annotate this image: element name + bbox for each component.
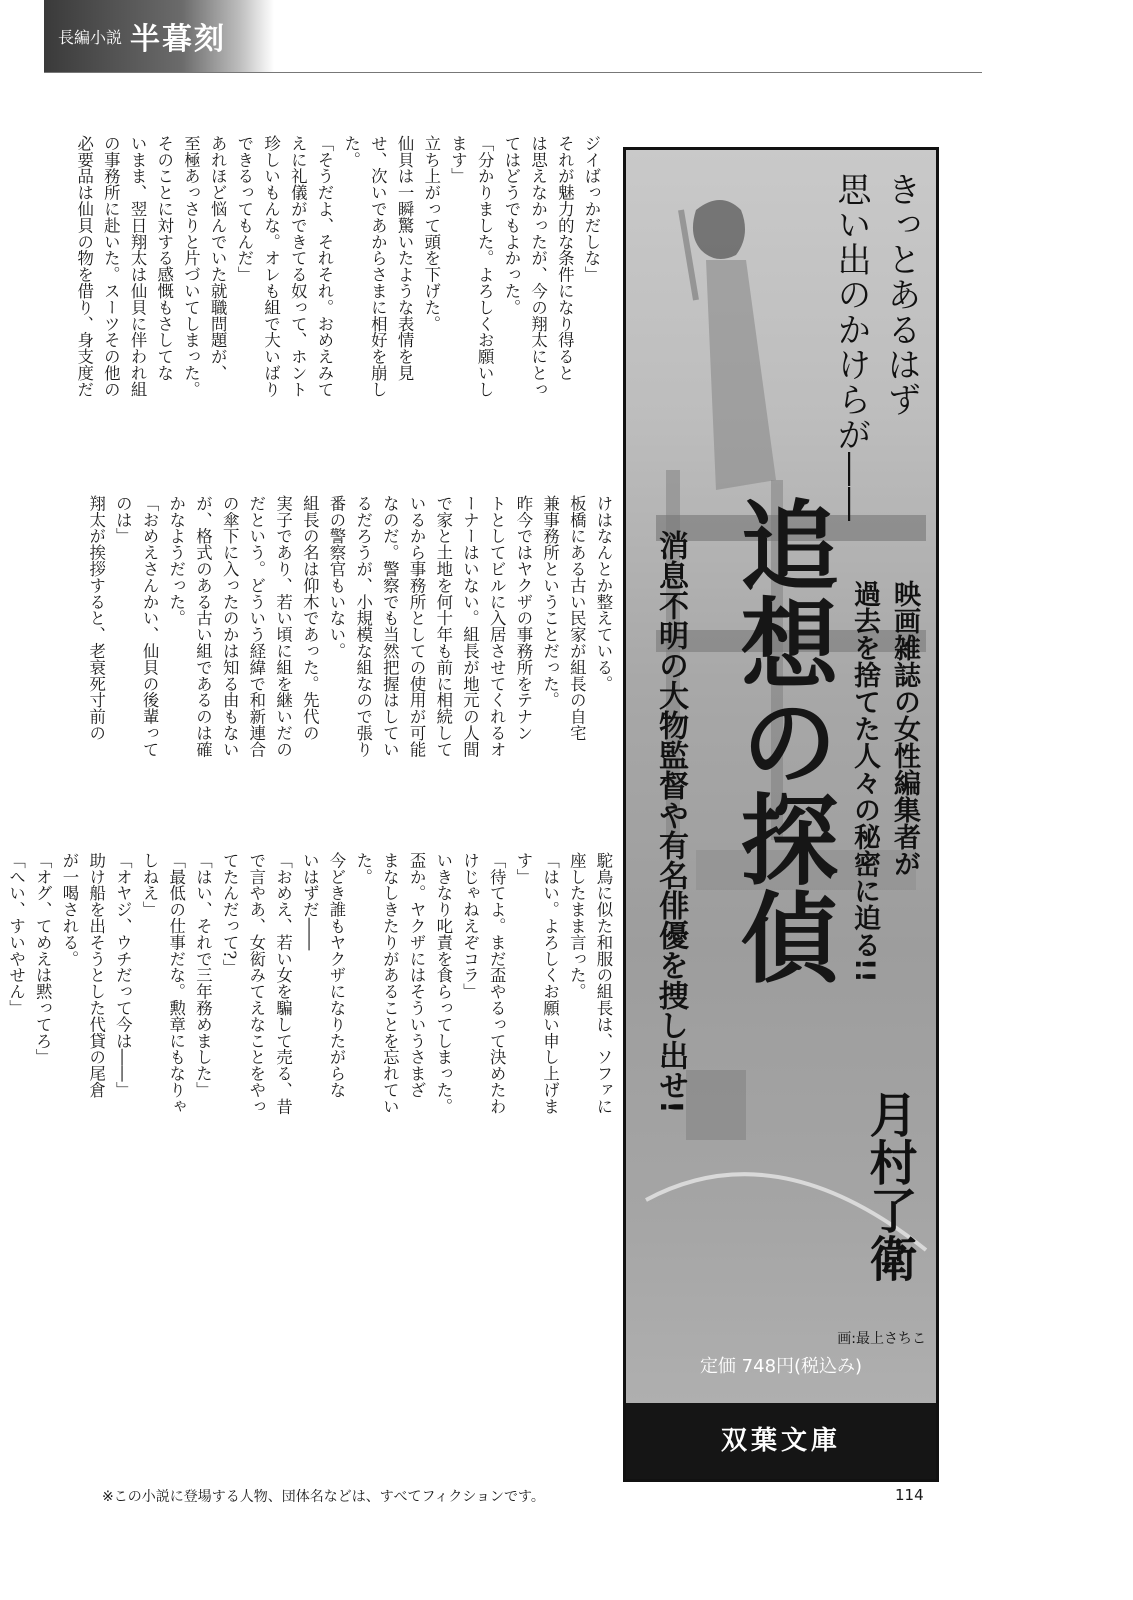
novel-text-block-middle — [44, 495, 616, 840]
text-line: 今どき誰もヤクザになりたがらな — [326, 852, 346, 1098]
text-line: けはなんとか整えている。 — [594, 495, 613, 692]
text-line: てたんだって?」 — [220, 852, 240, 976]
ad-catchphrase: 消息不明の大物監督や有名俳優を捜し出せ! — [653, 530, 688, 1114]
text-line — [0, 852, 2, 1247]
text-line: す」 — [513, 852, 533, 885]
text-line: 仙貝は一瞬驚いたような表情を見 — [395, 135, 415, 381]
text-line: 珍しいもんな。オレも組で大いばり — [261, 135, 281, 398]
text-line: けじゃねえぞコラ」 — [460, 852, 480, 1000]
text-line: 「おめえさんかい、仙貝の後輩って — [140, 495, 160, 758]
text-line: の事務所に赴いた。スーツその他の — [101, 135, 121, 398]
text-line: 昨今ではヤクザの事務所をテナン — [513, 495, 533, 741]
text-line: 「分かりました。よろしくお願いし — [475, 135, 495, 398]
ad-publisher: 双葉文庫 — [626, 1403, 936, 1479]
ad-description — [844, 580, 924, 983]
text-line: きっとあるはず — [881, 172, 921, 417]
text-line: 番の警察官もいない。 — [326, 495, 346, 659]
text-line: なのだ。警察でも当然把握はしてい — [380, 495, 400, 758]
text-line: いまま、翌日翔太は仙貝に伴われ組 — [128, 135, 148, 398]
page-number: 114 — [895, 1486, 924, 1504]
text-line: のは」 — [113, 495, 133, 545]
text-line: るだろうが、小規模な組なので張り — [353, 495, 373, 758]
header-category: 長編小説 — [58, 27, 123, 47]
text-line: だという。どういう経緯で和新連合 — [246, 495, 266, 758]
text-line: 板橋にある古い民家が組長の自宅 — [567, 495, 587, 741]
novel-text-block-bottom — [6, 852, 616, 1247]
text-line: 兼事務所ということだった。 — [540, 495, 560, 709]
text-line: 駝鳥に似た和服の組長は、ソファに — [594, 852, 613, 1115]
text-line: ます」 — [448, 135, 468, 185]
text-line: の傘下に入ったのかは知る由もない — [220, 495, 240, 758]
text-line: あれほど悩んでいた就職問題が、 — [208, 135, 228, 381]
ad-author: 月村了衛 — [861, 1090, 917, 1282]
text-line: トとしてビルに入居させてくれるオ — [487, 495, 507, 758]
text-line: た。 — [353, 852, 373, 885]
book-advertisement — [623, 147, 939, 1482]
header-rule — [44, 72, 982, 73]
text-line: が一喝される。 — [59, 852, 79, 967]
text-line: 至極あっさりと片づいてしまった。 — [181, 135, 201, 398]
text-line: ジイばっかだしな」 — [582, 135, 601, 283]
text-line: えに礼儀ができてる奴って、ホント — [288, 135, 308, 398]
text-line: 組長の名は仰木であった。先代の — [300, 495, 320, 741]
text-line: 「待てよ。まだ盃やるって決めたわ — [487, 852, 507, 1115]
text-line: 「オグ、てめえは黙ってろ」 — [33, 852, 53, 1066]
text-line: 「はい、それで三年務めました」 — [193, 852, 213, 1098]
novel-text-block-top — [44, 135, 604, 480]
ad-book-title: 追想の探偵 — [724, 495, 839, 985]
text-line: 実子であり、若い頃に組を継いだの — [273, 495, 293, 758]
text-line: で言やあ、女衒みてえなことをやっ — [246, 852, 266, 1115]
text-line: せ、次いであからさまに相好を崩し — [368, 135, 388, 398]
text-line: それが魅力的な条件になり得ると — [555, 135, 575, 381]
ad-illustrator-credit: 画:最上さちこ — [837, 1331, 926, 1347]
text-line: 過去を捨てた人々の秘密に迫る!! — [849, 580, 880, 983]
text-line: 「はい。よろしくお願い申し上げま — [540, 852, 560, 1115]
text-line: 盃か。ヤクザにはそういうさまざ — [407, 852, 427, 1098]
text-line: できるってもんだ」 — [234, 135, 254, 283]
text-line: しねえ」 — [140, 852, 160, 918]
text-line: いはずだ―― — [300, 852, 320, 951]
text-line: まなしきたりがあることを忘れてい — [380, 852, 400, 1115]
text-line: 「オヤジ、ウチだって今は――」 — [113, 852, 133, 1098]
text-line: そのことに対する感慨もさしてな — [154, 135, 174, 381]
text-line: が、格式のある古い組であるのは確 — [193, 495, 213, 758]
text-line: 「そうだよ、それそれ。おめえみて — [314, 135, 334, 398]
text-line: 「最低の仕事だな。勲章にもなりゃ — [166, 852, 186, 1115]
text-line: 思い出のかけらが―― — [831, 172, 871, 522]
text-line: いるから事務所としての使用が可能 — [407, 495, 427, 758]
text-line: で家と土地を何十年も前に相続して — [433, 495, 453, 758]
text-line: てはどうでもよかった。 — [501, 135, 521, 316]
text-line: た。 — [341, 135, 361, 168]
text-line: 翔太が挨拶すると、老衰死寸前の — [86, 495, 106, 741]
text-line: かなようだった。 — [166, 495, 186, 627]
text-line: 助け船を出そうとした代貸の尾倉 — [86, 852, 106, 1098]
ad-price: 定価 748円(税込み) — [699, 1356, 863, 1377]
text-line: 映画雑誌の女性編集者が — [889, 580, 920, 877]
fiction-disclaimer: ※この小説に登場する人物、団体名などは、すべてフィクションです。 — [102, 1489, 545, 1505]
text-line: 必要品は仙貝の物を借り、身支度だ — [74, 135, 94, 398]
text-line: は思えなかったが、今の翔太にとっ — [528, 135, 548, 398]
text-line: 「へい、すいやせん」 — [6, 852, 26, 1016]
text-line: 座したまま言った。 — [567, 852, 587, 1000]
ad-tagline — [826, 172, 926, 522]
text-line: 「おめえ、若い女を騙して売る、昔 — [273, 852, 293, 1115]
text-line: いきなり叱責を食らってしまった。 — [433, 852, 453, 1115]
text-line: ーナーはいない。組長が地元の人間 — [460, 495, 480, 758]
header-bar — [44, 0, 274, 72]
header-title: 半暮刻 — [130, 22, 227, 57]
text-line: 立ち上がって頭を下げた。 — [421, 135, 441, 332]
